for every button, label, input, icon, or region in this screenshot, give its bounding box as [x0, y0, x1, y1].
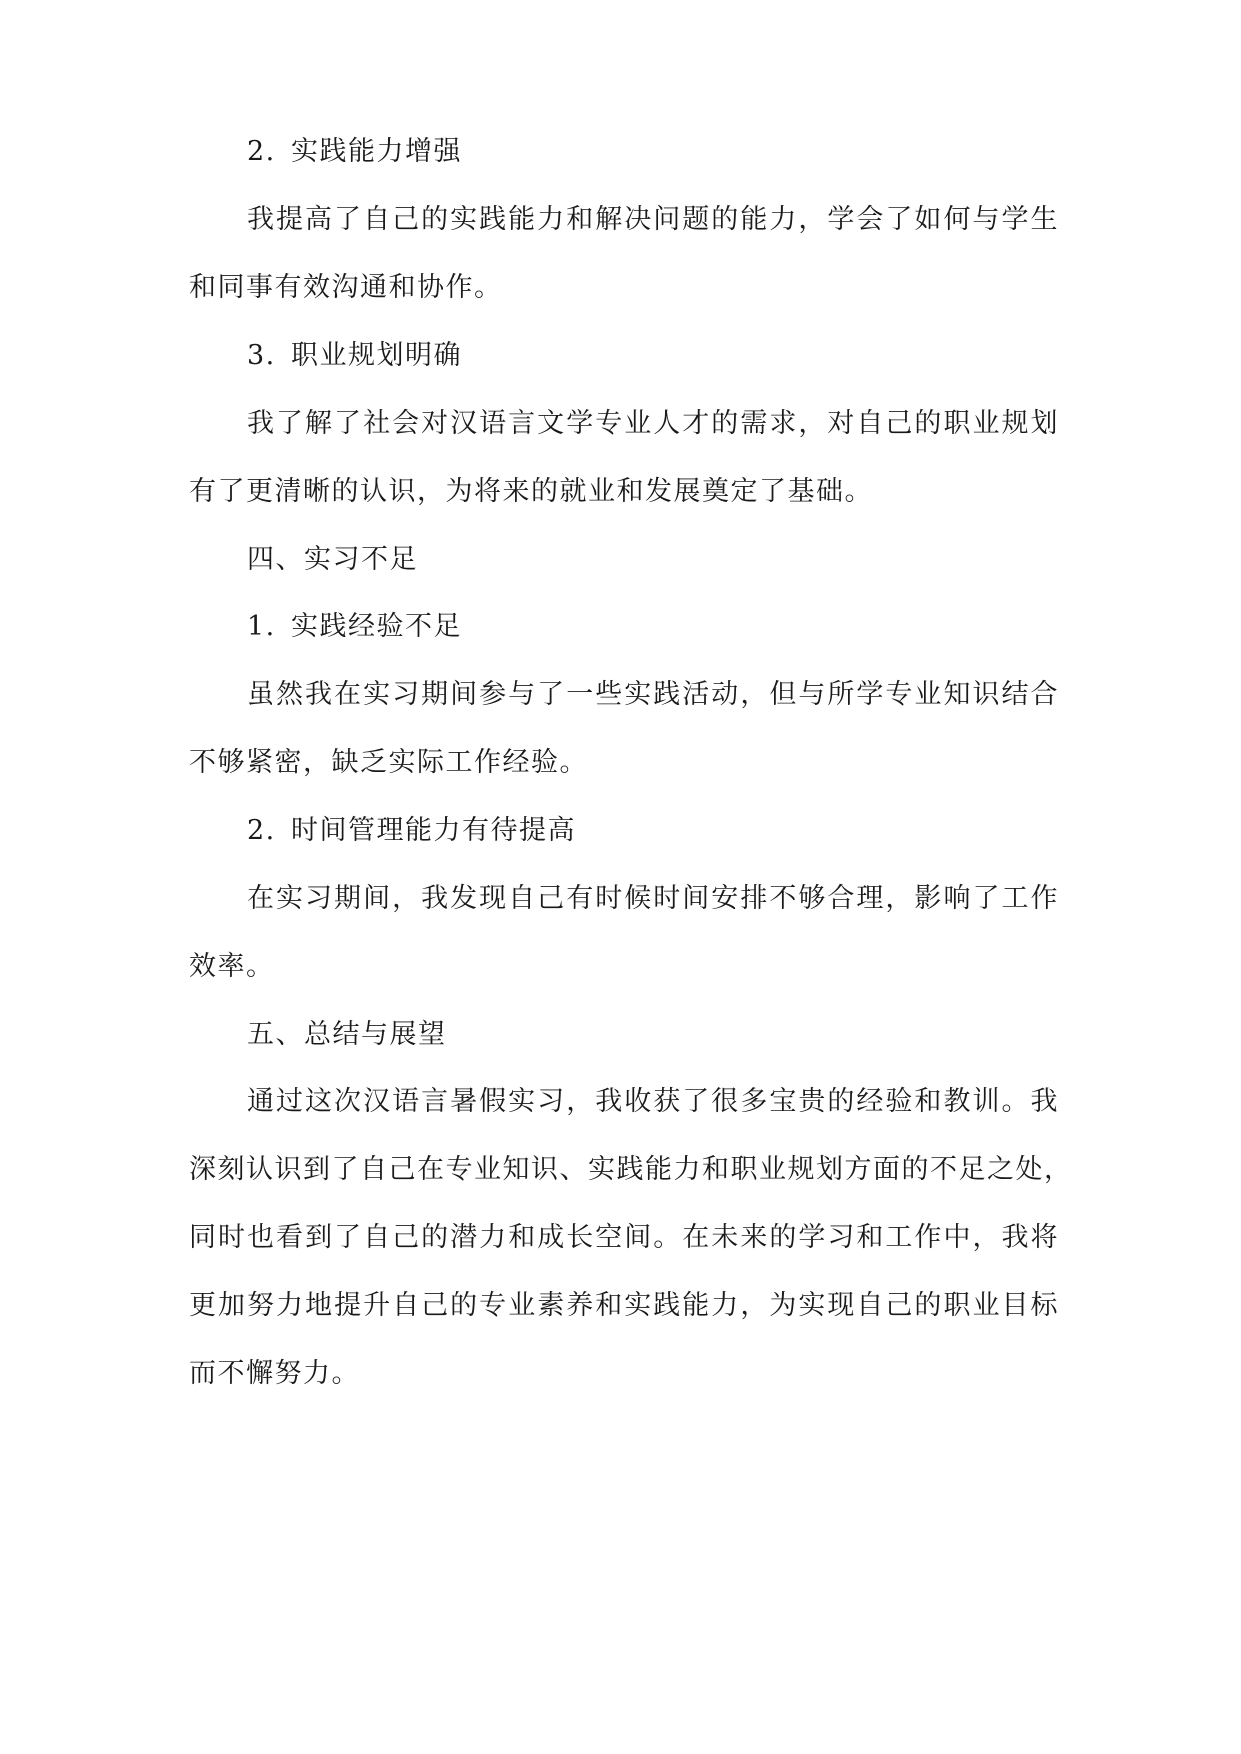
subheading-career-planning [247, 336, 1059, 376]
subheading-text: 实践能力增强 [291, 136, 462, 167]
paragraph-line: 深刻认识到了自己在专业知识、实践能力和职业规划方面的不足之处， [189, 1154, 1073, 1185]
paragraph-line: 通过这次汉语言暑假实习，我收获了很多宝贵的经验和教训。我 [247, 1086, 1059, 1117]
subheading-text: 实践经验不足 [291, 611, 462, 642]
paragraph-line: 不够紧密，缺乏实际工作经验。 [189, 747, 588, 778]
paragraph-line: 效率。 [189, 951, 275, 982]
paragraph-line: 在实习期间，我发现自己有时候时间安排不够合理，影响了工作 [247, 883, 1059, 914]
subheading-text: 职业规划明确 [291, 340, 462, 371]
paragraph-line: 我提高了自己的实践能力和解决问题的能力，学会了如何与学生 [247, 204, 1059, 235]
subheading-practical-experience [247, 607, 1059, 647]
subheading-number: 3. [247, 340, 276, 371]
subheading-text: 时间管理能力有待提高 [291, 815, 576, 846]
paragraph-line: 同时也看到了自己的潜力和成长空间。在未来的学习和工作中，我将 [189, 1222, 1059, 1253]
subheading-time-management [247, 811, 1059, 851]
paragraph-line: 有了更清晰的认识，为将来的就业和发展奠定了基础。 [189, 476, 873, 507]
paragraph-line: 虽然我在实习期间参与了一些实践活动，但与所学专业知识结合 [247, 679, 1059, 710]
paragraph-line: 我了解了社会对汉语言文学专业人才的需求，对自己的职业规划 [247, 408, 1059, 439]
subheading-number: 2. [247, 136, 276, 167]
subheading-number: 1. [247, 611, 276, 642]
paragraph-line: 更加努力地提升自己的专业素养和实践能力，为实现自己的职业目标 [189, 1290, 1059, 1321]
section-heading-shortcomings: 四、实习不足 [247, 544, 418, 575]
paragraph-line: 而不懈努力。 [189, 1358, 360, 1389]
paragraph-line: 和同事有效沟通和协作。 [189, 272, 503, 303]
section-heading-summary: 五、总结与展望 [247, 1019, 447, 1050]
subheading-number: 2. [247, 815, 276, 846]
subheading-practical-ability [247, 132, 1059, 172]
